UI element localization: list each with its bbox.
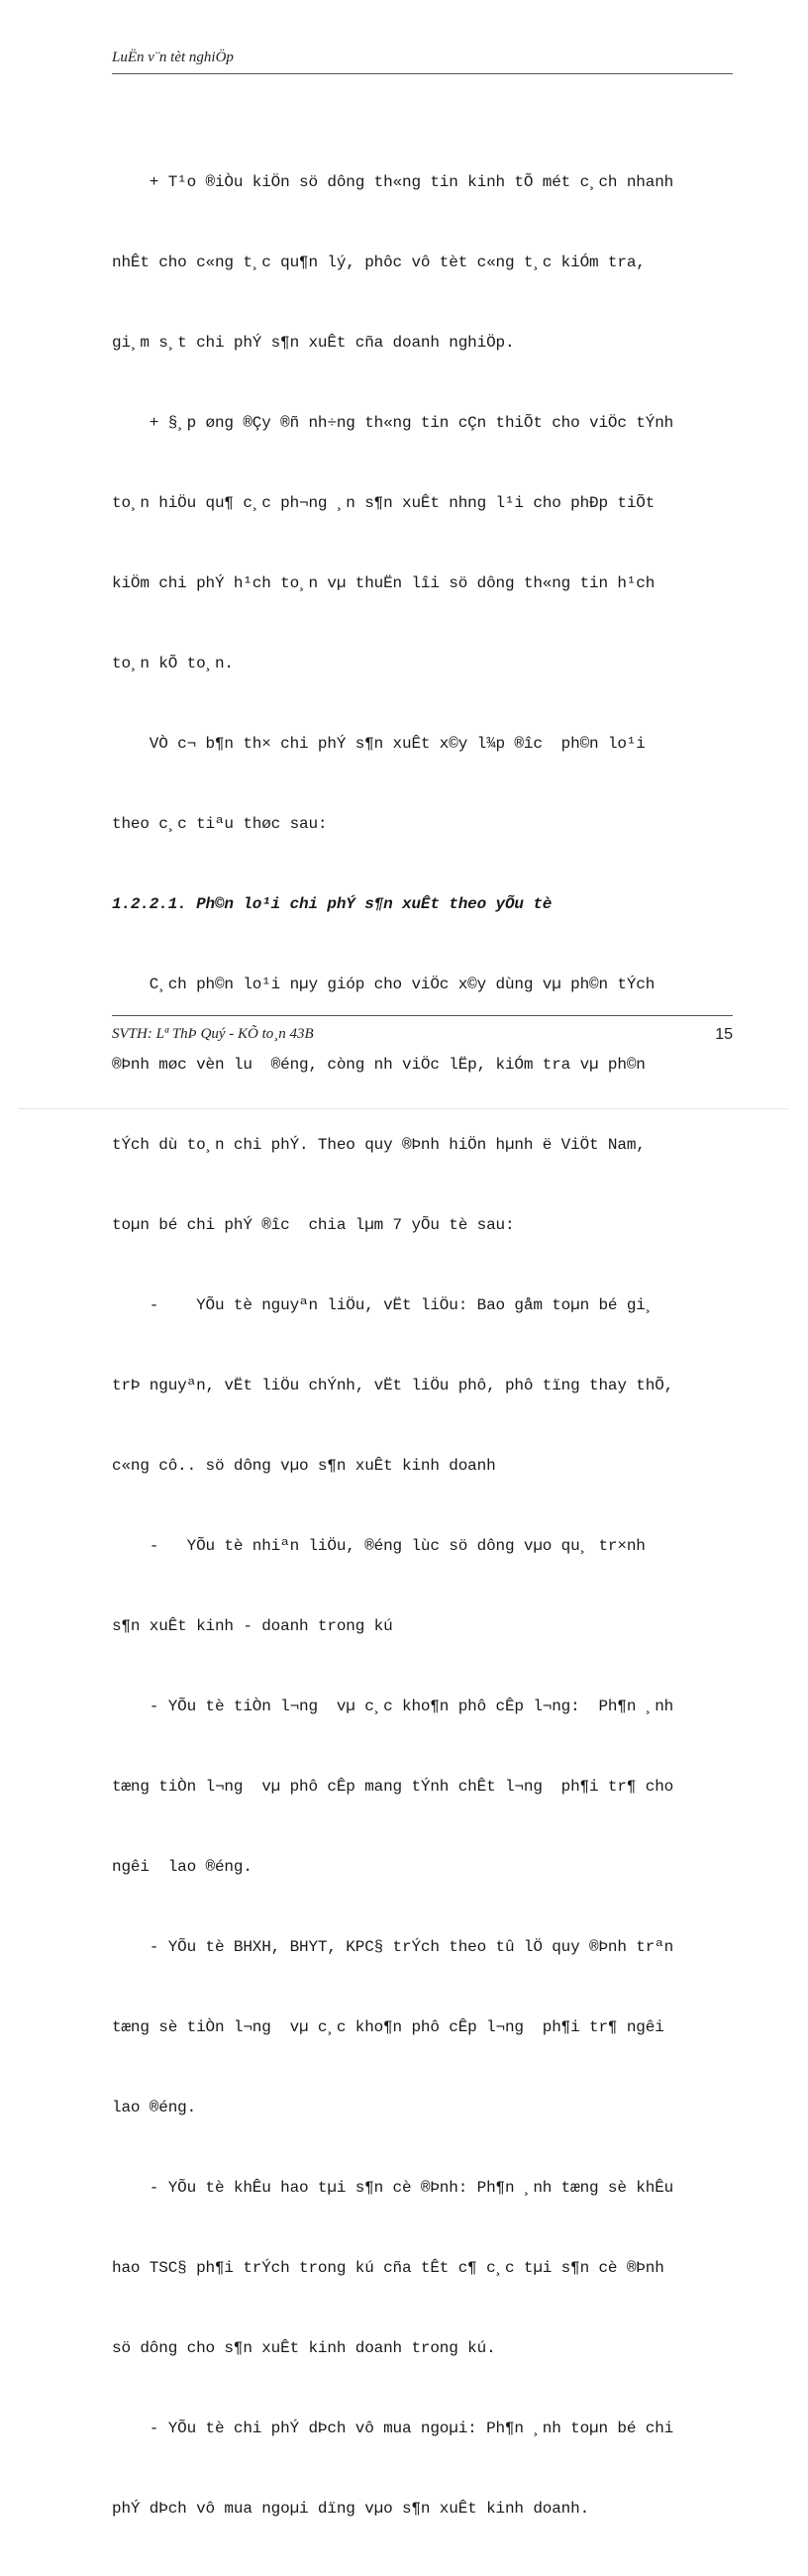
body-line: sö dông cho s¶n xuÊt kinh doanh trong kú.	[112, 2339, 496, 2357]
footer-divider	[112, 1015, 733, 1016]
page-bottom-edge	[20, 1108, 788, 1109]
body-line: s¶n xuÊt kinh - doanh trong kú	[112, 1617, 393, 1635]
body-line: theo c¸c tiªu thøc sau:	[112, 815, 328, 833]
body-line: to¸n kÕ to¸n.	[112, 655, 234, 672]
body-line: - YÕu tè nhiªn liÖu, ®éng lùc sö dông vµo qu¸ tr×nh	[112, 1537, 646, 1555]
body-line: trÞ nguyªn, vËt liÖu chÝnh, vËt liÖu phô, phô tïng thay thÕ,	[112, 1377, 674, 1394]
body-line: - YÕu tè chi phÝ dÞch vô mua ngoµi: Ph¶n ¸nh toµn bé chi	[112, 2420, 674, 2437]
body-line: hao TSC§ ph¶i trÝch trong kú cña tÊt c¶ c¸c tµi s¶n cè ®Þnh	[112, 2259, 664, 2277]
body-line: - YÕu tè khÊu hao tµi s¶n cè ®Þnh: Ph¶n ¸nh tæng sè khÊu	[112, 2179, 674, 2197]
body-line: to¸n hiÖu qu¶ c¸c ph¬ng ¸n s¶n xuÊt nhng l¹i cho phÐp tiÕt	[112, 494, 656, 512]
body-line: toµn bé chi phÝ ®îc chia lµm 7 yÕu tè sau:	[112, 1216, 515, 1234]
body-line: gi¸m s¸t chi phÝ s¶n xuÊt cña doanh nghiÖp.	[112, 334, 515, 352]
body-line: - YÕu tè tiÒn l¬ng vµ c¸c kho¶n phô cÊp l¬ng: Ph¶n ¸nh	[112, 1698, 674, 1715]
body-text	[112, 116, 736, 2576]
body-line: + T¹o ®iÒu kiÖn sö dông th«ng tin kinh tÕ mét c¸ch nhanh	[112, 173, 674, 191]
body-line: tæng tiÒn l¬ng vµ phô cÊp mang tÝnh chÊt l¬ng ph¶i tr¶ cho	[112, 1778, 674, 1796]
body-line: ngêi lao ®éng.	[112, 1858, 252, 1876]
body-line: tæng sè tiÒn l¬ng vµ c¸c kho¶n phô cÊp l¬ng ph¶i tr¶ ngêi	[112, 2018, 664, 2036]
body-line: kiÖm chi phÝ h¹ch to¸n vµ thuËn lîi sö dông th«ng tin h¹ch	[112, 574, 656, 592]
body-line: + §¸p øng ®Çy ®ñ nh÷ng th«ng tin cÇn thiÕt cho viÖc tÝnh	[112, 414, 674, 432]
body-line: c«ng cô.. sö dông vµo s¶n xuÊt kinh doanh	[112, 1457, 496, 1475]
body-line: C¸ch ph©n lo¹i nµy gióp cho viÖc x©y dùng vµ ph©n tÝch	[112, 976, 656, 993]
header-divider	[112, 73, 733, 74]
body-line: nhÊt cho c«ng t¸c qu¶n lý, phôc vô tèt c«ng t¸c kiÓm tra,	[112, 254, 646, 271]
section-heading: 1.2.2.1. Ph©n lo¹i chi phÝ s¶n xuÊt theo yÕu tè	[112, 895, 553, 913]
body-line: tÝch dù to¸n chi phÝ. Theo quy ®Þnh hiÖn hµnh ë ViÖt Nam,	[112, 1136, 646, 1154]
running-header: LuËn v¨n tèt nghiÖp	[112, 50, 234, 65]
body-line: lao ®éng.	[112, 2099, 197, 2116]
body-line: - YÕu tè BHXH, BHYT, KPC§ trÝch theo tû lÖ quy ®Þnh trªn	[112, 1938, 674, 1956]
body-line: VÒ c¬ b¶n th× chi phÝ s¶n xuÊt x©y l¾p ®îc ph©n lo¹i	[112, 735, 646, 753]
body-line: phÝ dÞch vô mua ngoµi dïng vµo s¶n xuÊt kinh doanh.	[112, 2500, 590, 2518]
footer-author: SVTH: Lª ThÞ Quý - KÕ to¸n 43B	[112, 1026, 314, 1042]
body-line: - YÕu tè nguyªn liÖu, vËt liÖu: Bao gåm toµn bé gi¸	[112, 1296, 656, 1314]
body-line: ®Þnh møc vèn lu ®éng, còng nh viÖc lËp, kiÓm tra vµ ph©n	[112, 1056, 646, 1074]
page-number: 15	[715, 1026, 733, 1043]
